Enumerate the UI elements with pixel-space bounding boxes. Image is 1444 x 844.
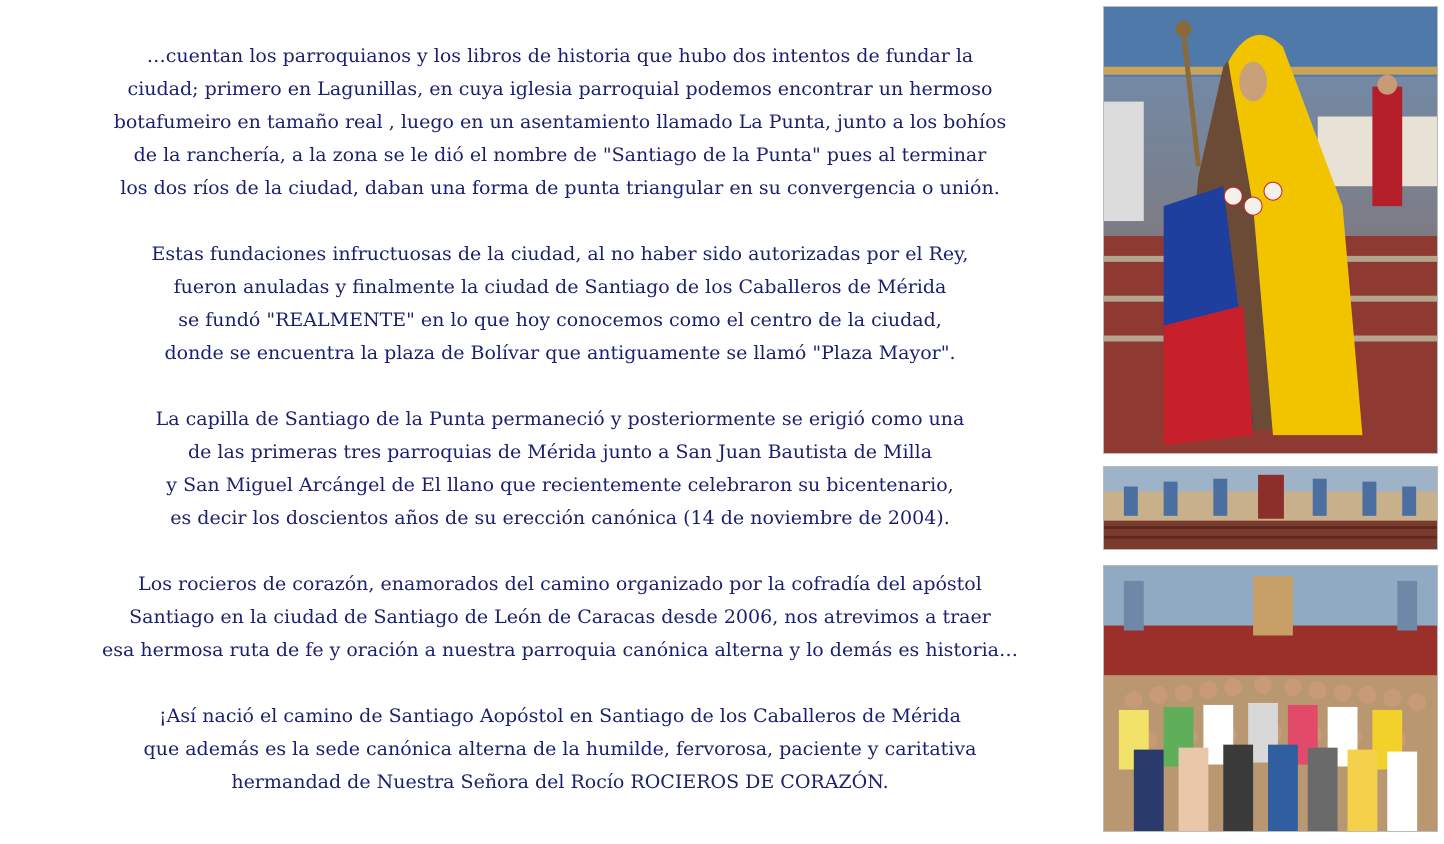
- nave-illustration: [1104, 467, 1437, 549]
- text-line: ¡Así nació el camino de Santiago Aopóstol en Santiago de los Caballeros de Mérida: [159, 705, 961, 727]
- text-line: y San Miguel Arcángel de El llano que recientemente celebraron su bicentenario,: [166, 474, 954, 496]
- paragraph-chapel-history: [40, 403, 1080, 535]
- text-line: esa hermosa ruta de fe y oración a nuestra parroquia canónica alterna y lo demás es historia…: [102, 639, 1018, 661]
- pilgrims-group-photo: [1103, 565, 1438, 832]
- text-line: fueron anuladas y finalmente la ciudad de Santiago de los Caballeros de Mérida: [173, 276, 947, 298]
- text-line: Los rocieros de corazón, enamorados del camino organizado por la cofradía del apóstol: [138, 573, 982, 595]
- narrative-text: [40, 40, 1080, 832]
- text-line: es decir los doscientos años de su erección canónica (14 de noviembre de 2004).: [170, 507, 950, 529]
- text-line: Estas fundaciones infructuosas de la ciudad, al no haber sido autorizadas por el Rey,: [151, 243, 969, 265]
- text-line: los dos ríos de la ciudad, daban una forma de punta triangular en su convergencia o unión.: [120, 177, 1000, 199]
- text-line: Santiago en la ciudad de Santiago de León de Caracas desde 2006, nos atrevimos a traer: [129, 606, 991, 628]
- church-nave-photo: [1103, 466, 1438, 550]
- paragraph-real-founding: [40, 238, 1080, 370]
- statue-illustration: [1104, 7, 1437, 453]
- text-line: La capilla de Santiago de la Punta permaneció y posteriormente se erigió como una: [155, 408, 965, 430]
- text-line: …cuentan los parroquianos y los libros de historia que hubo dos intentos de fundar la: [146, 45, 974, 67]
- text-line: donde se encuentra la plaza de Bolívar que antiguamente se llamó "Plaza Mayor".: [164, 342, 956, 364]
- text-line: de las primeras tres parroquias de Mérida junto a San Juan Bautista de Milla: [187, 441, 933, 463]
- group-illustration: [1104, 566, 1437, 831]
- paragraph-conclusion: [40, 700, 1080, 799]
- text-line: ciudad; primero en Lagunillas, en cuya iglesia parroquial podemos encontrar un hermoso: [127, 78, 993, 100]
- paragraph-rocieros: [40, 568, 1080, 667]
- statue-photo: [1103, 6, 1438, 454]
- text-line: botafumeiro en tamaño real , luego en un asentamiento llamado La Punta, junto a los bohíos: [113, 111, 1007, 133]
- text-line: que además es la sede canónica alterna de la humilde, fervorosa, paciente y caritativa: [143, 738, 977, 760]
- paragraph-founding-attempts: [40, 40, 1080, 205]
- text-line: hermandad de Nuestra Señora del Rocío ROCIEROS DE CORAZÓN.: [231, 771, 889, 793]
- text-line: se fundó "REALMENTE" en lo que hoy conocemos como el centro de la ciudad,: [178, 309, 942, 331]
- text-line: de la ranchería, a la zona se le dió el nombre de "Santiago de la Punta" pues al terminar: [133, 144, 987, 166]
